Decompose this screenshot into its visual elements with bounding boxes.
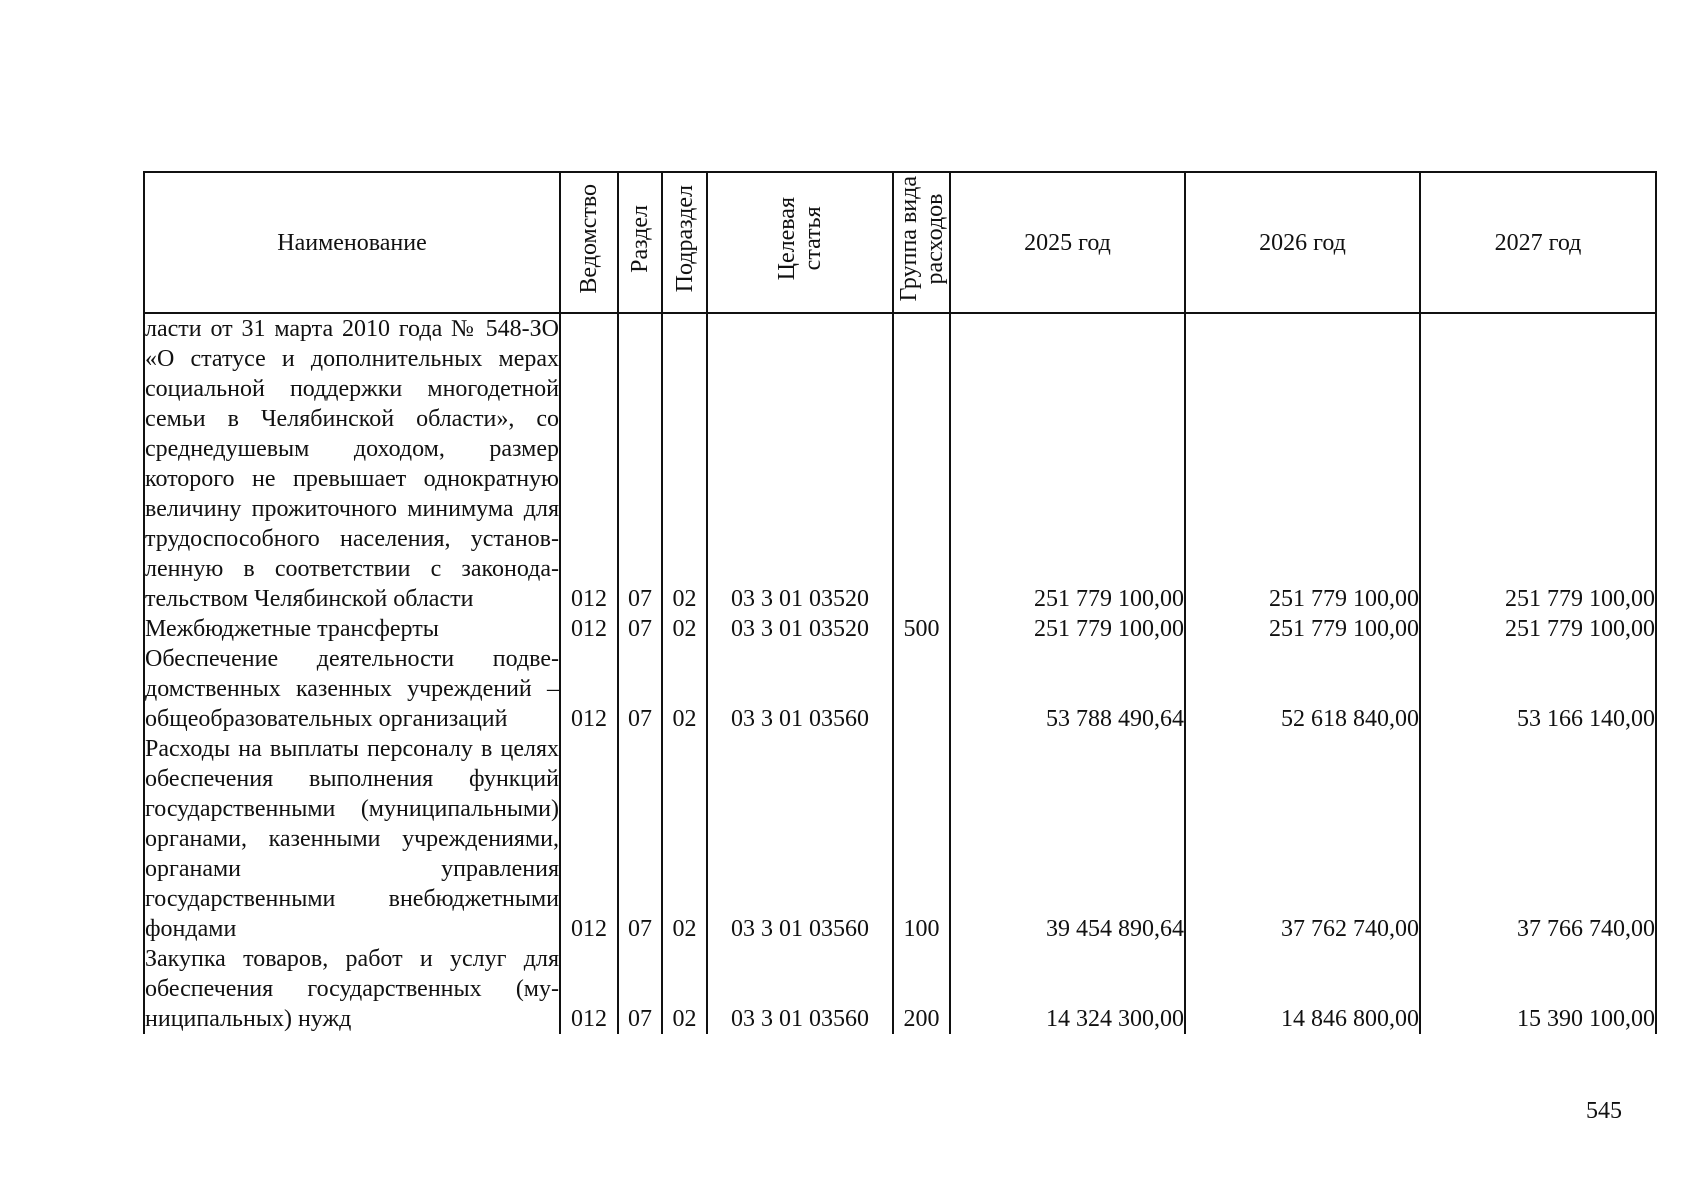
- table-header-row: [144, 172, 1656, 313]
- header-expense-group: Группа вида расходов: [893, 172, 950, 313]
- cell-name: Обеспечение деятельности подведомственных казенных учреждений – общеобразовательных организаций: [145, 646, 559, 732]
- cell-department: 012: [560, 313, 618, 614]
- cell-amount-2026: 52 618 840,00: [1185, 644, 1420, 734]
- cell-expense-group: 100: [893, 734, 950, 944]
- budget-table: [143, 171, 1657, 1034]
- header-year-2027: 2027 год: [1420, 172, 1656, 313]
- cell-section: 07: [618, 614, 662, 644]
- table-row: [144, 313, 1656, 614]
- table-row: [144, 614, 1656, 644]
- cell-section: 07: [618, 313, 662, 614]
- cell-target-article: 03 3 01 03560: [707, 734, 893, 944]
- cell-subsection: 02: [662, 614, 707, 644]
- cell-name: ласти от 31 марта 2010 года № 548-ЗО «О статусе и дополнительных мерах социальной поддержки многодетной семьи в Челябинской области», со среднедушевым доходом, размер которого не превышает однократную величину прожиточного минимума для трудоспособного населения, установленную в соответствии с законодательством Челябинской области: [144, 313, 560, 614]
- cell-department: 012: [560, 734, 618, 944]
- cell-expense-group: 200: [893, 944, 950, 1034]
- cell-expense-group: 500: [893, 614, 950, 644]
- header-target-article: Целевая статья: [707, 172, 893, 313]
- cell-amount-2025: 39 454 890,64: [950, 734, 1185, 944]
- cell-name: Межбюджетные трансферты: [144, 614, 560, 644]
- header-section: Раздел: [618, 172, 662, 313]
- cell-department: 012: [560, 614, 618, 644]
- cell-subsection: 02: [662, 644, 707, 734]
- cell-amount-2027: 15 390 100,00: [1420, 944, 1656, 1034]
- header-year-2026: 2026 год: [1185, 172, 1420, 313]
- cell-subsection: 02: [662, 313, 707, 614]
- cell-amount-2027: 37 766 740,00: [1420, 734, 1656, 944]
- cell-amount-2026: 37 762 740,00: [1185, 734, 1420, 944]
- cell-amount-2026: 251 779 100,00: [1185, 313, 1420, 614]
- cell-amount-2025: 14 324 300,00: [950, 944, 1185, 1034]
- cell-expense-group: [893, 313, 950, 614]
- cell-amount-2027: 251 779 100,00: [1420, 313, 1656, 614]
- cell-amount-2025: 251 779 100,00: [950, 313, 1185, 614]
- cell-target-article: 03 3 01 03560: [707, 944, 893, 1034]
- header-year-2025: 2025 год: [950, 172, 1185, 313]
- cell-department: 012: [560, 644, 618, 734]
- header-name: Наименование: [144, 172, 560, 313]
- cell-section: 07: [618, 644, 662, 734]
- cell-section: 07: [618, 734, 662, 944]
- table-row: [144, 644, 1656, 734]
- cell-amount-2025: 53 788 490,64: [950, 644, 1185, 734]
- header-department: Ведомство: [560, 172, 618, 313]
- cell-amount-2027: 251 779 100,00: [1420, 614, 1656, 644]
- cell-subsection: 02: [662, 944, 707, 1034]
- cell-amount-2027: 53 166 140,00: [1420, 644, 1656, 734]
- cell-target-article: 03 3 01 03520: [707, 313, 893, 614]
- cell-amount-2026: 14 846 800,00: [1185, 944, 1420, 1034]
- cell-name: Расходы на выплаты персоналу в целях обеспечения выполнения функций государственными (муниципальными) органами, казенными учреждениями, органами управления государственными внебюджетными фондами: [145, 736, 559, 942]
- cell-subsection: 02: [662, 734, 707, 944]
- cell-target-article: 03 3 01 03560: [707, 644, 893, 734]
- table-row: [144, 944, 1656, 1034]
- cell-expense-group: [893, 644, 950, 734]
- cell-department: 012: [560, 944, 618, 1034]
- page-number: 545: [1586, 1098, 1622, 1124]
- cell-target-article: 03 3 01 03520: [707, 614, 893, 644]
- cell-section: 07: [618, 944, 662, 1034]
- cell-amount-2025: 251 779 100,00: [950, 614, 1185, 644]
- table-row: [144, 734, 1656, 944]
- header-subsection: Подраздел: [662, 172, 707, 313]
- cell-amount-2026: 251 779 100,00: [1185, 614, 1420, 644]
- cell-name: Закупка товаров, работ и услуг для обеспечения государственных (муниципальных) нужд: [145, 946, 559, 1032]
